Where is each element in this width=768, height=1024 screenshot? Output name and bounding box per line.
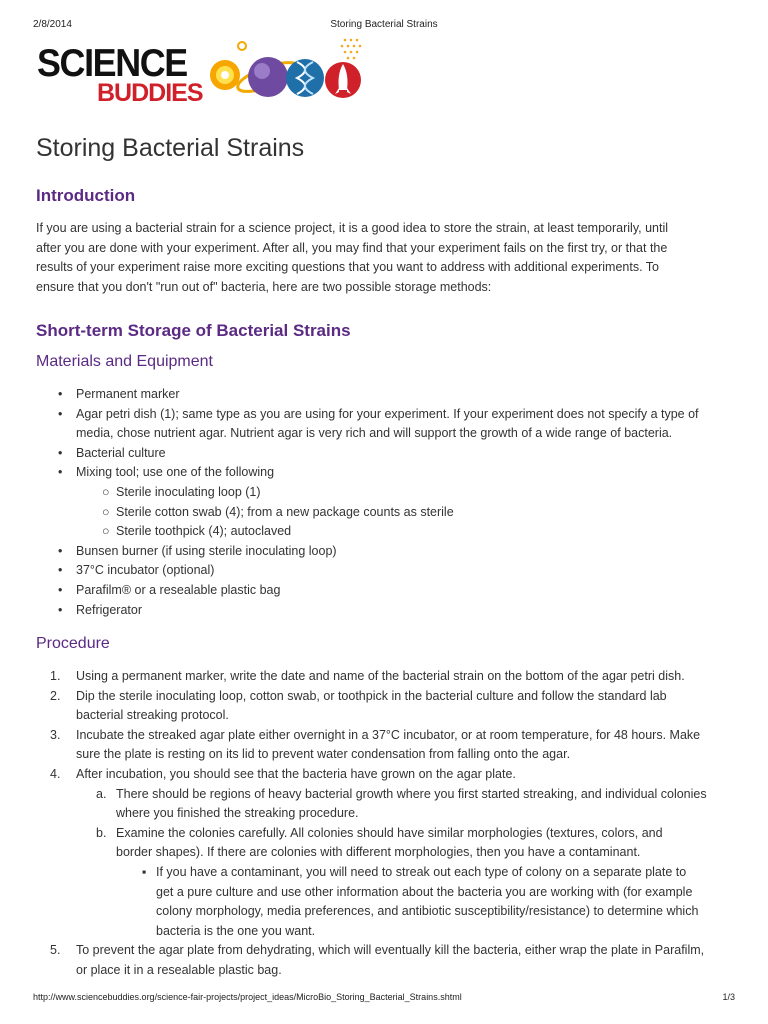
page-title: Storing Bacterial Strains [36,134,305,162]
list-marker: 3. [50,727,61,742]
print-date: 2/8/2014 [33,19,72,30]
list-marker: 5. [50,943,61,958]
list-item-text: get a pure culture and use other information about the bacteria you are working with (for example [156,884,693,899]
material-item [36,561,736,581]
material-item [36,581,736,601]
list-item-text: Parafilm® or a resealable plastic bag [76,582,281,597]
list-marker: ○ [102,484,110,499]
list-item-text: Bunsen burner (if using sterile inoculating loop) [76,543,337,558]
procedure-step [36,745,736,765]
list-item-text: If you have a contaminant, you will need to streak out each type of colony on a separate plate to [156,864,687,879]
print-title: Storing Bacterial Strains [330,19,438,30]
short-term-heading: Short-term Storage of Bacterial Strains [36,321,351,340]
procedure-list [36,667,736,981]
logo-dots-icon [341,39,362,60]
procedure-step [36,941,736,961]
list-marker: a. [96,786,107,801]
list-item-text: Examine the colonies carefully. All colonies should have similar morphologies (textures, colors, and [116,825,663,840]
list-marker: b. [96,825,107,840]
list-item-text: Dip the sterile inoculating loop, cotton swab, or toothpick in the bacterial culture and follow the standard lab [76,688,667,703]
list-item-text: Mixing tool; use one of the following [76,465,275,480]
list-marker: • [58,582,63,597]
list-item-text: Sterile cotton swab (4); from a new package counts as sterile [116,504,454,519]
intro-line: results of your experiment raise more exciting questions that you want to address with additional experiments. To [36,260,660,275]
page-number: 1/3 [722,992,735,1002]
procedure-step [36,843,736,863]
logo-buddies-text: BUDDIES [97,79,203,107]
intro-line: If you are using a bacterial strain for a science project, it is a good idea to store the strain, at least temporarily, until [36,221,669,235]
list-item-text: border shapes). If there are colonies with different morphologies, then you have a contaminant. [116,845,641,860]
list-item-text: 37°C incubator (optional) [76,563,215,578]
procedure-step [36,863,736,883]
list-item-text: Using a permanent marker, write the date and name of the bacterial strain on the bottom of the agar petri dish. [76,669,685,683]
print-footer [33,992,735,1006]
list-item-text: Refrigerator [76,602,142,617]
list-item-text: media, chose nutrient agar. Nutrient agar is very rich and will support the growth of a wide range of bacteria. [76,426,673,441]
materials-list [36,385,736,620]
list-item-text: colony morphology, media preferences, and antibiotic susceptibility/resistance) to determine which [156,904,699,919]
list-marker: • [58,406,63,421]
intro-line: ensure that you don't "run out of" bacteria, here are two possible storage methods: [36,279,492,294]
list-item-text: There should be regions of heavy bacterial growth where you first started streaking, and individual colonies [116,786,707,801]
list-marker: 4. [50,766,61,781]
list-marker: ○ [102,504,110,519]
page-url[interactable]: http://www.sciencebuddies.org/science-fair-projects/project_ideas/MicroBio_Storing_Bacterial_Strains.shtml [33,992,462,1002]
procedure-step [36,824,736,844]
material-item [36,483,736,503]
procedure-step [36,961,736,981]
list-item-text: or place it in a resealable plastic bag. [76,962,282,977]
list-item-text: Sterile toothpick (4); autoclaved [116,524,292,539]
material-item [36,424,736,444]
list-item-text: Agar petri dish (1); same type as you are using for your experiment. If your experiment does not specify a type of [76,406,699,421]
rocket-icon [325,62,361,98]
material-item [36,522,736,542]
intro-heading: Introduction [36,186,136,205]
list-item-text: sure the plate is resting on its lid to prevent water condensation from falling onto the agar. [76,747,571,762]
procedure-step [36,706,736,726]
procedure-step [36,765,736,785]
material-item [36,385,736,405]
list-item-text: Sterile inoculating loop (1) [116,484,261,499]
list-item-text: Incubate the streaked agar plate either overnight in a 37°C incubator, or at room temperature, for 48 hours. Make [76,727,701,742]
list-item-text: To prevent the agar plate from dehydrating, which will eventually kill the bacteria, either wrap the plate in Parafilm, [76,943,705,958]
list-marker: ○ [102,524,110,539]
list-item-text: Permanent marker [76,387,180,401]
material-item [36,405,736,425]
list-marker: 1. [50,669,61,683]
logo-science-icons [175,38,365,113]
list-item-text: Bacterial culture [76,445,166,460]
dna-icon [286,59,324,97]
list-item-text: After incubation, you should see that the bacteria have grown on the agar plate. [76,766,516,781]
science-buddies-logo[interactable] [35,38,365,113]
intro-line: after you are done with your experiment. After all, you may find that your experiment fails on the first try, or that the [36,240,668,255]
list-marker: • [58,602,63,617]
list-marker: • [58,563,63,578]
sun-icon [210,60,240,90]
material-item [36,542,736,562]
intro-paragraph [36,219,736,297]
material-item [36,444,736,464]
list-item-text: where you finished the streaking procedure. [116,806,359,821]
procedure-step [36,922,736,942]
procedure-step [36,785,736,805]
material-item [36,601,736,621]
material-item [36,463,736,483]
list-marker: ▪ [142,864,147,879]
procedure-step [36,687,736,707]
materials-heading: Materials and Equipment [36,353,213,370]
procedure-step [36,667,736,687]
list-marker: • [58,387,63,401]
list-marker: 2. [50,688,61,703]
procedure-step [36,726,736,746]
procedure-step [36,804,736,824]
list-item-text: bacteria is the one you want. [156,923,316,938]
list-marker: • [58,465,63,480]
procedure-step [36,902,736,922]
list-marker: • [58,543,63,558]
list-item-text: bacterial streaking protocol. [76,708,229,723]
procedure-step [36,883,736,903]
print-header [33,19,735,33]
procedure-heading: Procedure [36,635,110,652]
material-item [36,503,736,523]
logo-science-text: SCIENCE [37,42,187,85]
list-marker: • [58,445,63,460]
